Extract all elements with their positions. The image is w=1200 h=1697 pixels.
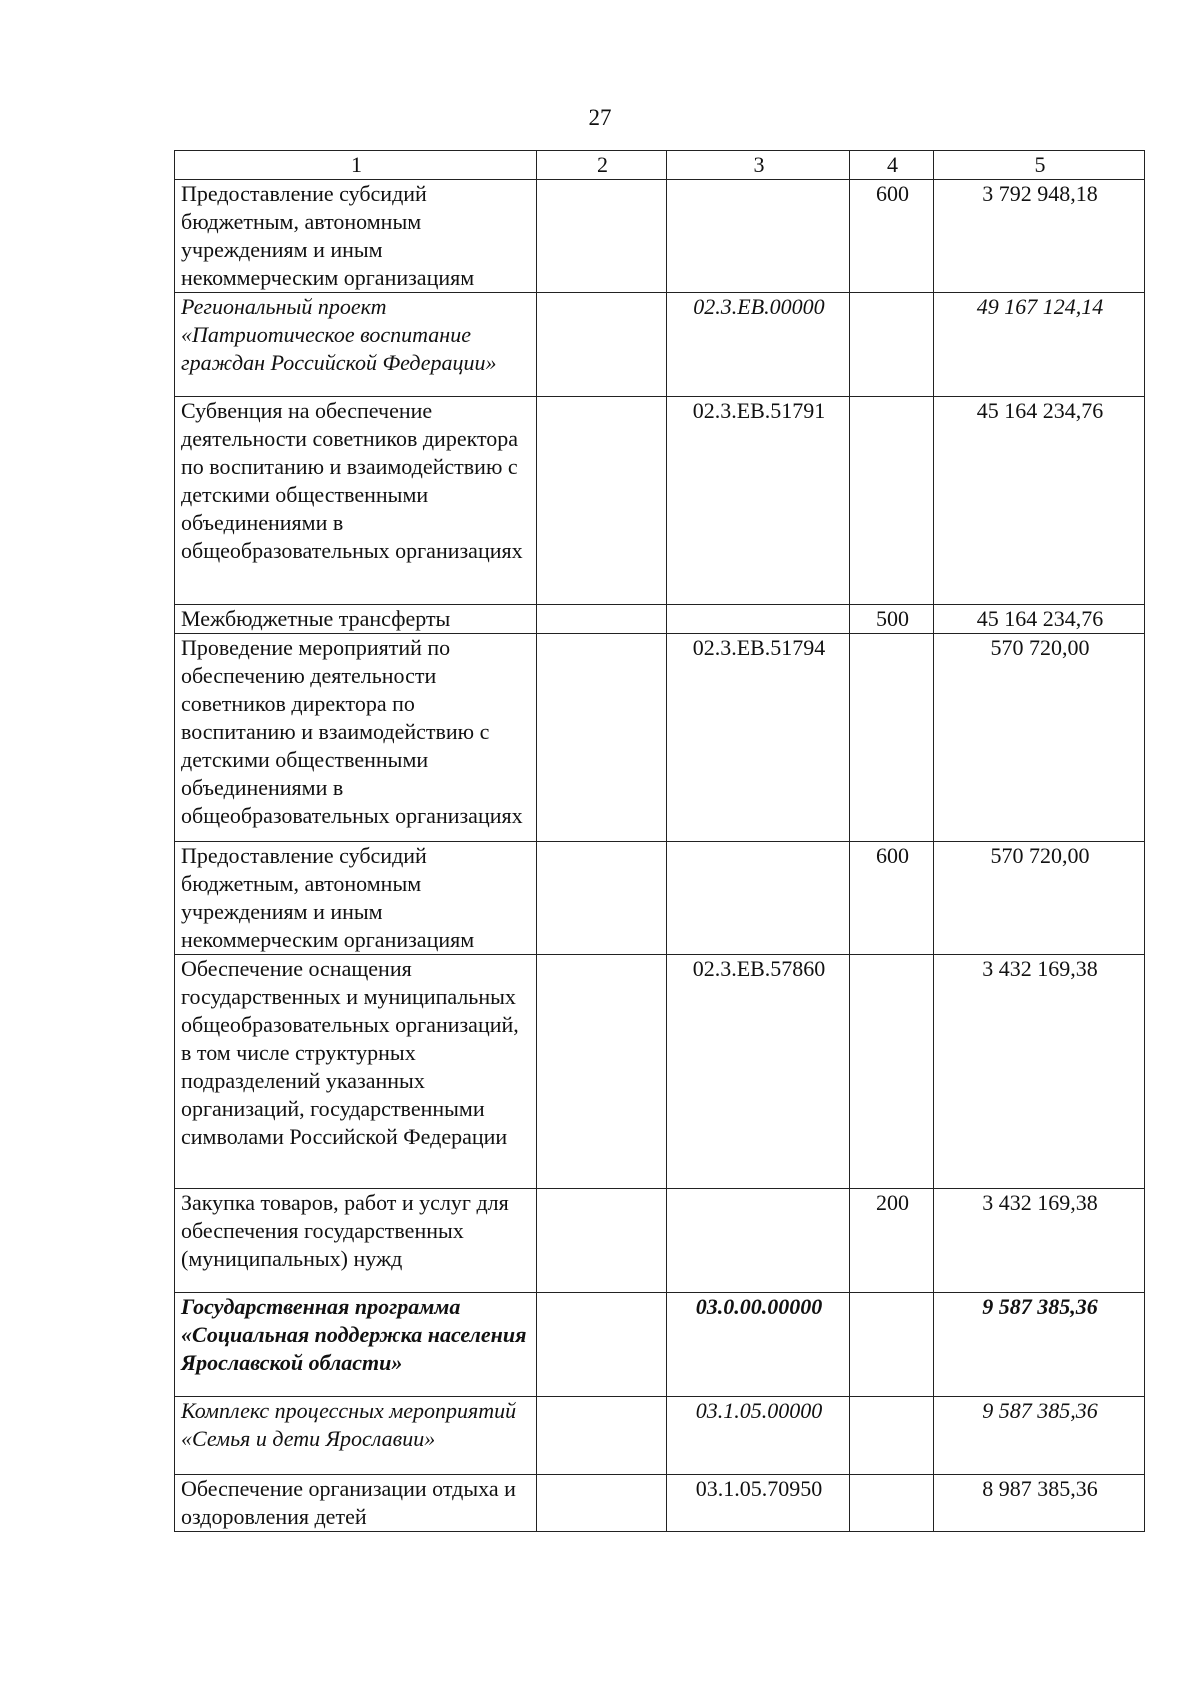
column-header-3: 3 (667, 151, 850, 180)
page-number: 27 (588, 105, 612, 130)
row-expense-type-cell (850, 634, 934, 842)
table-row (175, 293, 1145, 397)
row-expense-type-cell (850, 1397, 934, 1475)
row-name-cell: Закупка товаров, работ и услуг для обеспечения государственных (муниципальных) нужд (175, 1189, 537, 1293)
budget-table (174, 150, 1145, 1532)
table-row (175, 605, 1145, 634)
row-amount-cell: 9 587 385,36 (934, 1293, 1145, 1397)
row-code-cell (667, 605, 850, 634)
row-column-2-cell (537, 955, 667, 1189)
row-expense-type-cell: 600 (850, 842, 934, 955)
row-name-cell: Обеспечение оснащения государственных и муниципальных общеобразовательных организаций, в том числе структурных подразделений указанных организаций, государственными символами Российской Федерации (175, 955, 537, 1189)
table-row (175, 180, 1145, 293)
row-amount-cell: 570 720,00 (934, 842, 1145, 955)
table-row (175, 1475, 1145, 1532)
row-expense-type-cell (850, 1475, 934, 1532)
row-name-cell: Государственная программа «Социальная поддержка населения Ярославской области» (175, 1293, 537, 1397)
row-column-2-cell (537, 842, 667, 955)
row-code-cell (667, 180, 850, 293)
row-column-2-cell (537, 397, 667, 605)
row-code-cell (667, 842, 850, 955)
row-column-2-cell (537, 605, 667, 634)
row-amount-cell: 3 432 169,38 (934, 955, 1145, 1189)
row-amount-cell: 8 987 385,36 (934, 1475, 1145, 1532)
row-column-2-cell (537, 1293, 667, 1397)
column-header-5: 5 (934, 151, 1145, 180)
row-code-cell: 03.1.05.70950 (667, 1475, 850, 1532)
table-row (175, 1189, 1145, 1293)
table-row (175, 397, 1145, 605)
row-name-cell: Комплекс процессных мероприятий «Семья и дети Ярославии» (175, 1397, 537, 1475)
row-name-cell: Предоставление субсидий бюджетным, автономным учреждениям и иным некоммерческим организациям (175, 842, 537, 955)
row-column-2-cell (537, 1189, 667, 1293)
row-expense-type-cell (850, 293, 934, 397)
row-expense-type-cell (850, 397, 934, 605)
header-row (175, 151, 1145, 180)
row-code-cell: 02.3.ЕВ.57860 (667, 955, 850, 1189)
row-code-cell: 03.1.05.00000 (667, 1397, 850, 1475)
row-amount-cell: 45 164 234,76 (934, 397, 1145, 605)
row-amount-cell: 570 720,00 (934, 634, 1145, 842)
row-expense-type-cell: 600 (850, 180, 934, 293)
row-name-cell: Субвенция на обеспечение деятельности советников директора по воспитанию и взаимодействию с детскими общественными объединениями в общеобразовательных организациях (175, 397, 537, 605)
row-column-2-cell (537, 1475, 667, 1532)
row-name-cell: Межбюджетные трансферты (175, 605, 537, 634)
row-code-cell: 02.3.ЕВ.51791 (667, 397, 850, 605)
row-expense-type-cell: 500 (850, 605, 934, 634)
table-row (175, 842, 1145, 955)
row-code-cell (667, 1189, 850, 1293)
table-row (175, 634, 1145, 842)
table-row (175, 1397, 1145, 1475)
row-code-cell: 02.3.ЕВ.00000 (667, 293, 850, 397)
row-code-cell: 03.0.00.00000 (667, 1293, 850, 1397)
table-body (175, 180, 1145, 1532)
row-column-2-cell (537, 634, 667, 842)
row-name-cell: Предоставление субсидий бюджетным, автономным учреждениям и иным некоммерческим организациям (175, 180, 537, 293)
column-header-4: 4 (850, 151, 934, 180)
row-amount-cell: 45 164 234,76 (934, 605, 1145, 634)
column-header-2: 2 (537, 151, 667, 180)
row-code-cell: 02.3.ЕВ.51794 (667, 634, 850, 842)
row-column-2-cell (537, 293, 667, 397)
row-column-2-cell (537, 180, 667, 293)
row-name-cell: Обеспечение организации отдыха и оздоровления детей (175, 1475, 537, 1532)
table-row (175, 1293, 1145, 1397)
row-amount-cell: 49 167 124,14 (934, 293, 1145, 397)
column-header-1: 1 (175, 151, 537, 180)
row-expense-type-cell (850, 1293, 934, 1397)
row-expense-type-cell: 200 (850, 1189, 934, 1293)
row-amount-cell: 3 432 169,38 (934, 1189, 1145, 1293)
row-amount-cell: 3 792 948,18 (934, 180, 1145, 293)
row-expense-type-cell (850, 955, 934, 1189)
row-name-cell: Проведение мероприятий по обеспечению деятельности советников директора по воспитанию и взаимодействию с детскими общественными объединениями в общеобразовательных организациях (175, 634, 537, 842)
row-amount-cell: 9 587 385,36 (934, 1397, 1145, 1475)
table-row (175, 955, 1145, 1189)
row-name-cell: Региональный проект «Патриотическое воспитание граждан Российской Федерации» (175, 293, 537, 397)
row-column-2-cell (537, 1397, 667, 1475)
